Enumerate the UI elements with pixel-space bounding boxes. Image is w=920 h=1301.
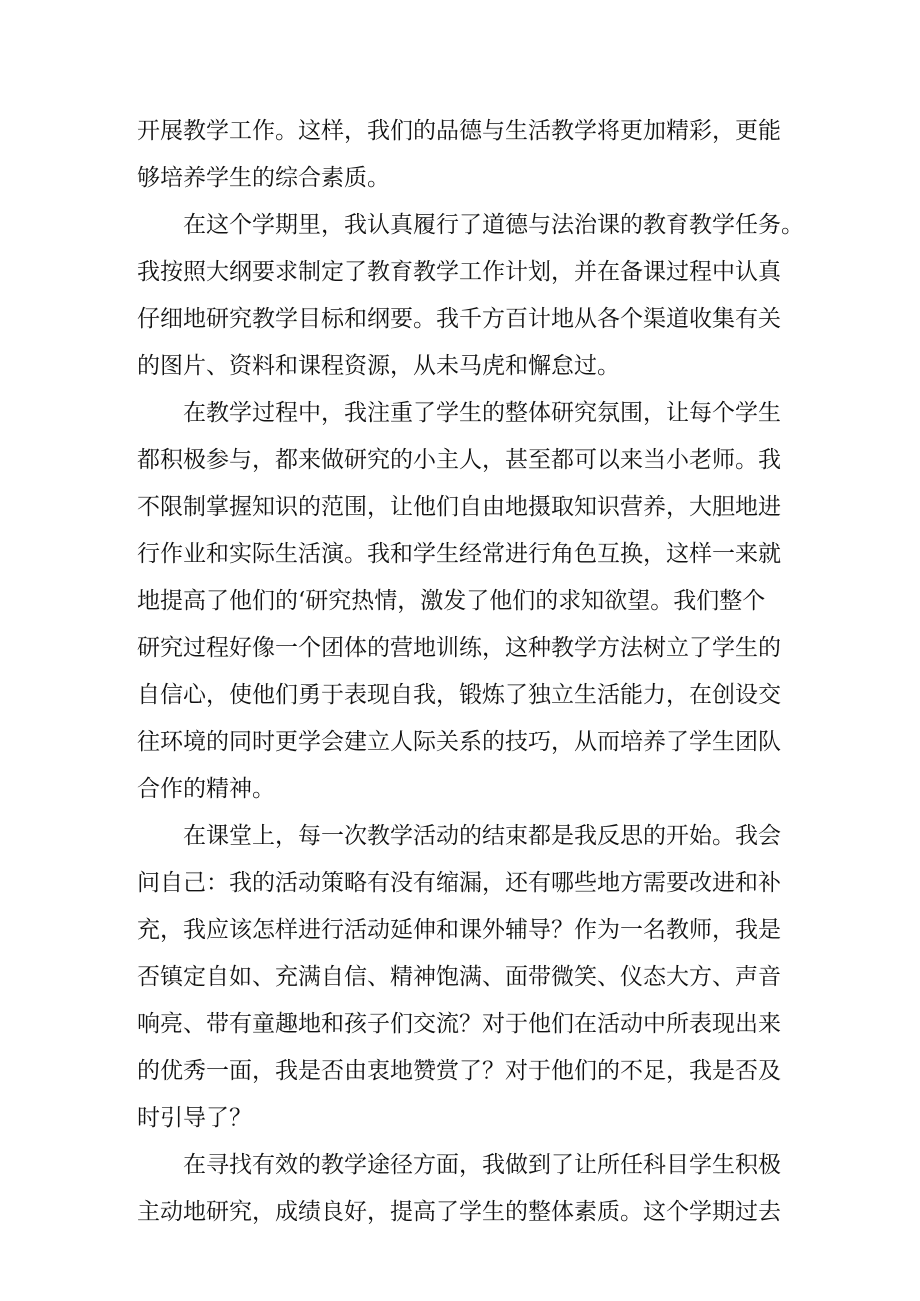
text-line: 充，我应该怎样进行活动延伸和课外辅导？作为一名教师，我是 — [137, 917, 781, 943]
text-line: 研究过程好像一个团体的营地训练，这种教学方法树立了学生的 — [137, 635, 781, 661]
paragraph-start-line: 在课堂上，每一次教学活动的结束都是我反思的开始。我会 — [183, 823, 781, 849]
text-line: 主动地研究，成绩良好，提高了学生的整体素质。这个学期过去 — [137, 1199, 781, 1225]
body-text — [137, 108, 804, 1236]
text-line: 够培养学生的综合素质。 — [137, 165, 390, 191]
text-line: 都积极参与，都来做研究的小主人，甚至都可以来当小老师。我 — [137, 447, 781, 473]
text-line: 地提高了他们的‘研究热情，激发了他们的求知欲望。我们整个 — [137, 588, 766, 614]
text-line: 我按照大纲要求制定了教育教学工作计划，并在备课过程中认真 — [137, 259, 781, 285]
paragraph-start-line: 在这个学期里，我认真履行了道德与法治课的教育教学任务。 — [183, 212, 804, 238]
text-line: 的优秀一面，我是否由衷地赞赏了？对于他们的不足，我是否及 — [137, 1058, 781, 1084]
text-line: 仔细地研究教学目标和纲要。我千方百计地从各个渠道收集有关 — [137, 306, 781, 332]
text-line: 时引导了？ — [137, 1105, 252, 1131]
text-line: 合作的精神。 — [137, 776, 275, 802]
paragraph-start-line: 在寻找有效的教学途径方面，我做到了让所任科目学生积极 — [183, 1152, 781, 1178]
text-line: 开展教学工作。这样，我们的品德与生活教学将更加精彩，更能 — [137, 118, 781, 144]
text-line: 问自己：我的活动策略有没有缩漏，还有哪些地方需要改进和补 — [137, 870, 781, 896]
text-line: 响亮、带有童趣地和孩子们交流？对于他们在活动中所表现出来 — [137, 1011, 781, 1037]
text-line: 行作业和实际生活演。我和学生经常进行角色互换，这样一来就 — [137, 541, 781, 567]
text-line: 往环境的同时更学会建立人际关系的技巧，从而培养了学生团队 — [137, 729, 781, 755]
paragraph-start-line: 在教学过程中，我注重了学生的整体研究氛围，让每个学生 — [183, 400, 781, 426]
text-line: 不限制掌握知识的范围，让他们自由地摄取知识营养，大胆地进 — [137, 494, 781, 520]
text-line: 自信心，使他们勇于表现自我，锻炼了独立生活能力，在创设交 — [137, 682, 781, 708]
text-line: 的图片、资料和课程资源，从未马虎和懈怠过。 — [137, 353, 620, 379]
text-line: 否镇定自如、充满自信、精神饱满、面带微笑、仪态大方、声音 — [137, 964, 781, 990]
